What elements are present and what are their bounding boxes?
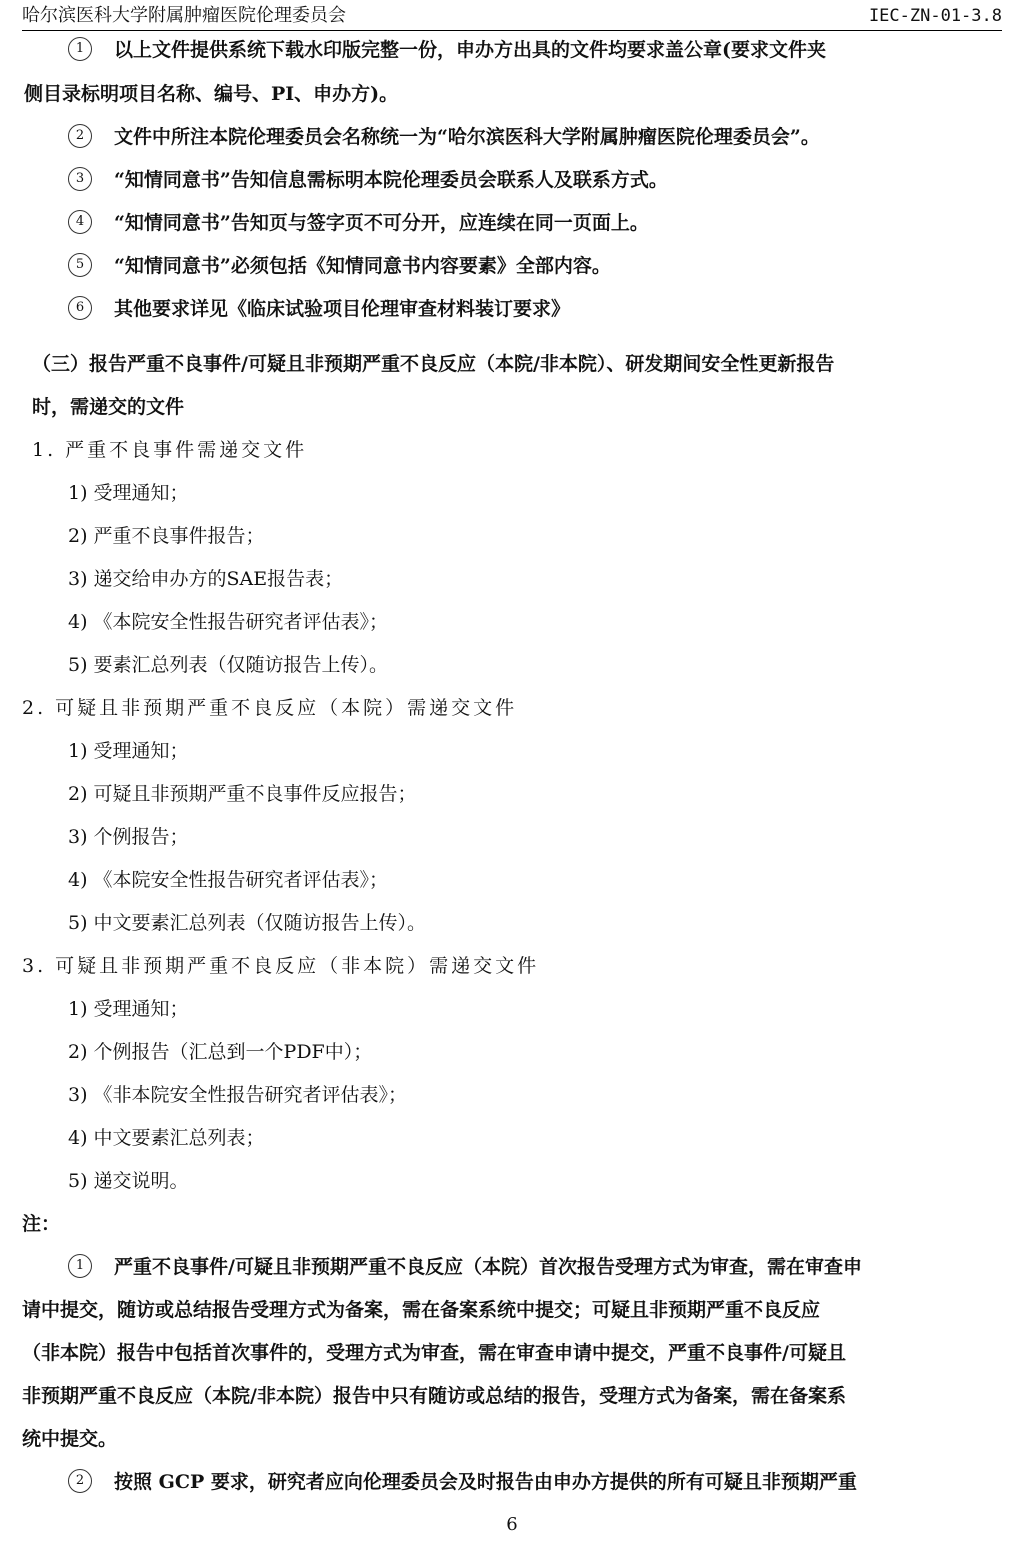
list-item: 2) 可疑且非预期严重不良事件反应报告； xyxy=(68,783,417,805)
note-item: 1 严重不良事件/可疑且非预期严重不良反应（本院）首次报告受理方式为审查，需在审查申 xyxy=(68,1253,862,1281)
list-item-continuation: 侧目录标明项目名称、编号、PI、申办方)。 xyxy=(24,83,399,105)
list-item: 4) 《本院安全性报告研究者评估表》； xyxy=(68,869,389,891)
group-title: 1. 严重不良事件需递交文件 xyxy=(32,439,308,461)
list-item: 2) 严重不良事件报告； xyxy=(68,525,265,547)
list-item: 3) 《非本院安全性报告研究者评估表》； xyxy=(68,1084,408,1106)
note-item-continuation: （非本院）报告中包括首次事件的，受理方式为审查，需在审查申请中提交，严重不良事件/可疑且 xyxy=(22,1342,846,1364)
circled-number: 5 xyxy=(68,253,92,277)
note-item-continuation: 请中提交，随访或总结报告受理方式为备案，需在备案系统中提交；可疑且非预期严重不良反应 xyxy=(22,1299,821,1321)
header-doc-code: IEC-ZN-01-3.8 xyxy=(868,6,1002,26)
group-title: 3. 可疑且非预期严重不良反应（非本院）需递交文件 xyxy=(22,955,540,977)
list-item: 4 “知情同意书”告知页与签字页不可分开，应连续在同一页面上。 xyxy=(68,209,649,237)
list-item: 1 以上文件提供系统下载水印版完整一份，申办方出具的文件均要求盖公章(要求文件夹 xyxy=(68,36,826,64)
circled-number: 1 xyxy=(68,37,92,61)
circled-number: 4 xyxy=(68,210,92,234)
header-institution: 哈尔滨医科大学附属肿瘤医院伦理委员会 xyxy=(22,5,346,26)
section-heading-continuation: 时，需递交的文件 xyxy=(32,396,185,418)
list-item: 5) 要素汇总列表（仅随访报告上传）。 xyxy=(68,654,389,676)
page-number: 6 xyxy=(506,1514,518,1535)
note-item: 2 按照 GCP 要求，研究者应向伦理委员会及时报告由申办方提供的所有可疑且非预期严重 xyxy=(68,1468,857,1496)
circled-number: 6 xyxy=(68,296,92,320)
list-item: 4) 《本院安全性报告研究者评估表》； xyxy=(68,611,389,633)
list-item: 3 “知情同意书”告知信息需标明本院伦理委员会联系人及联系方式。 xyxy=(68,166,668,194)
section-heading: （三）报告严重不良事件/可疑且非预期严重不良反应（本院/非本院）、研发期间安全性更新报告 xyxy=(32,353,835,375)
list-item: 4) 中文要素汇总列表； xyxy=(68,1127,265,1149)
note-item-continuation: 统中提交。 xyxy=(22,1428,118,1450)
list-item: 1) 受理通知； xyxy=(68,998,189,1020)
list-item: 2 文件中所注本院伦理委员会名称统一为“哈尔滨医科大学附属肿瘤医院伦理委员会”。 xyxy=(68,123,820,151)
list-item: 1) 受理通知； xyxy=(68,740,189,762)
page-header xyxy=(22,4,1002,31)
note-item-continuation: 非预期严重不良反应（本院/非本院）报告中只有随访或总结的报告，受理方式为备案，需在备案系 xyxy=(22,1385,846,1407)
circled-number: 1 xyxy=(68,1254,92,1278)
list-item: 3) 个例报告； xyxy=(68,826,189,848)
list-item: 2) 个例报告（汇总到一个PDF中）； xyxy=(68,1041,373,1063)
circled-number: 2 xyxy=(68,1469,92,1493)
circled-number: 3 xyxy=(68,167,92,191)
list-item: 5 “知情同意书”必须包括《知情同意书内容要素》全部内容。 xyxy=(68,252,611,280)
circled-number: 2 xyxy=(68,124,92,148)
list-item: 3) 递交给申办方的SAE报告表； xyxy=(68,568,344,590)
list-item: 6 其他要求详见《临床试验项目伦理审查材料装订要求》 xyxy=(68,295,570,323)
list-item: 1) 受理通知； xyxy=(68,482,189,504)
list-item: 5) 递交说明。 xyxy=(68,1170,189,1192)
list-item: 5) 中文要素汇总列表（仅随访报告上传）。 xyxy=(68,912,427,934)
group-title: 2. 可疑且非预期严重不良反应（本院）需递交文件 xyxy=(22,697,518,719)
note-label: 注： xyxy=(22,1213,61,1235)
